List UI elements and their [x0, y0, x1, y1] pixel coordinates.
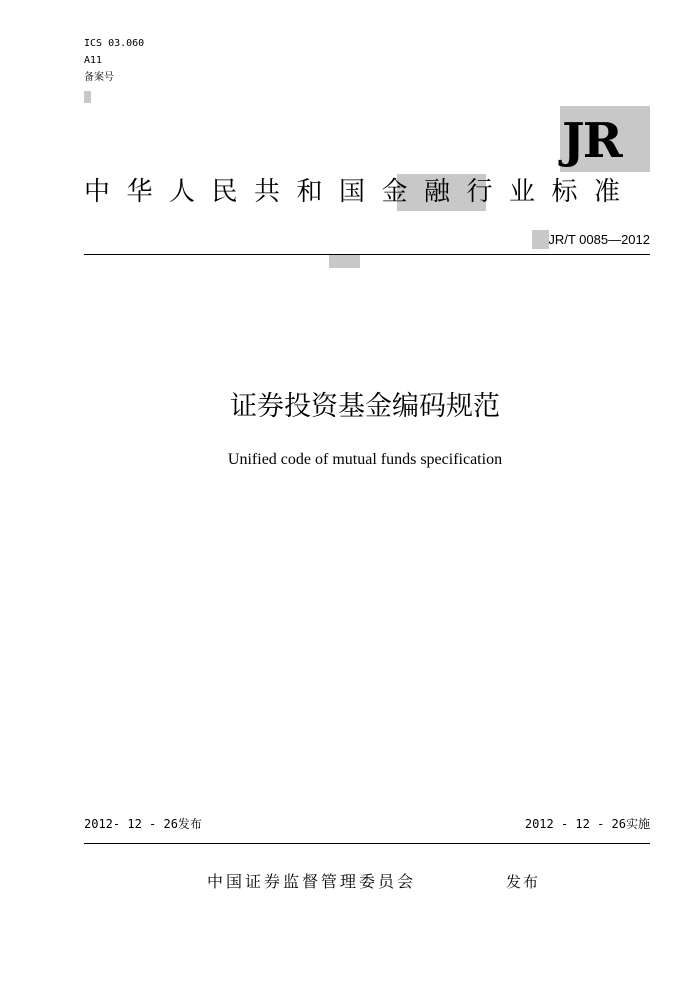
- document-title: 证券投资基金编码规范: [230, 391, 500, 422]
- jr-logo: JR: [562, 113, 621, 169]
- document-subtitle: Unified code of mutual funds specification: [227, 451, 503, 468]
- header-divider: [84, 254, 650, 255]
- release-date: 2012- 12 - 26发布: [84, 817, 202, 831]
- standard-code: JR/T 0085—2012: [548, 232, 650, 247]
- record-number-label: 备案号: [84, 72, 114, 83]
- effective-date: 2012 - 12 - 26实施: [524, 817, 650, 831]
- code-highlight: [532, 230, 549, 249]
- standard-title: 中华人民共和国金融行业标准: [84, 177, 637, 207]
- footer-divider: [84, 843, 650, 844]
- record-number-placeholder: [84, 91, 91, 103]
- classification-code: A11: [84, 55, 103, 66]
- publish-label: 发布: [506, 873, 541, 891]
- ics-number: ICS 03.060: [84, 38, 145, 49]
- header-marker: [329, 255, 360, 268]
- publisher-name: 中国证券监督管理委员会: [207, 872, 417, 891]
